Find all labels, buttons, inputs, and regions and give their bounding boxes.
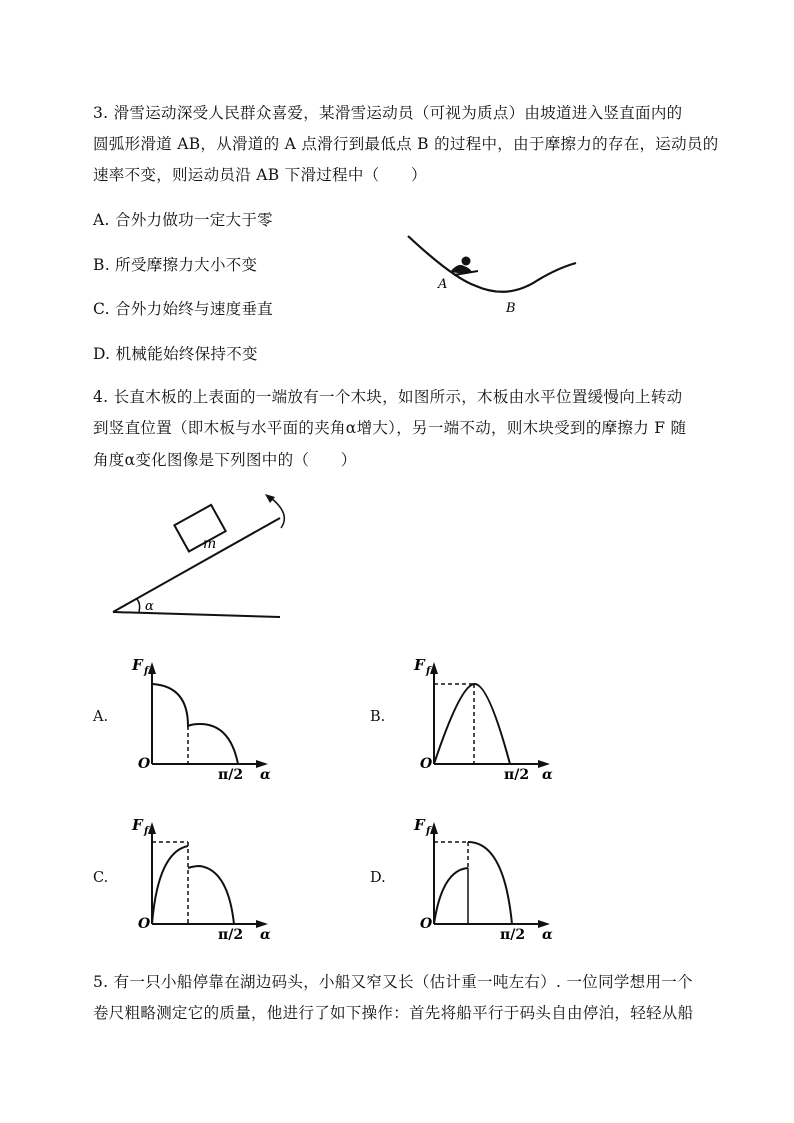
svg-text:α: α [260, 927, 271, 943]
svg-text:O: O [138, 756, 151, 772]
svg-text:F: F [414, 656, 425, 674]
svg-text:f: f [426, 666, 431, 677]
q3-text-line-3: 速率不变，则运动员沿 AB 下滑过程中（ ） [93, 166, 427, 184]
graph-c-label: C. [93, 870, 109, 886]
svg-text:F: F [132, 656, 143, 674]
svg-text:π/2: π/2 [218, 767, 244, 783]
q3-option-a: A. 合外力做功一定大于零 [93, 211, 273, 229]
svg-text:f: f [426, 826, 431, 837]
q4-text-line-3: 角度α变化图像是下列图中的（ ） [93, 451, 357, 469]
svg-text:α: α [260, 767, 271, 783]
graph-d-label: D. [370, 870, 386, 886]
arc-track [408, 236, 576, 292]
q4-incline-figure [105, 490, 305, 625]
q3-option-c: C. 合外力始终与速度垂直 [93, 300, 274, 318]
svg-text:O: O [420, 756, 433, 772]
q3-track-figure [398, 228, 588, 323]
svg-text:O: O [420, 916, 433, 932]
block-m [174, 505, 225, 552]
graph-c [130, 808, 280, 943]
block-mass-label: m [203, 536, 217, 552]
angle-label: α [145, 599, 154, 614]
svg-text:π/2: π/2 [500, 927, 526, 943]
svg-text:f: f [144, 666, 149, 677]
q5-text-line-1: 5. 有一只小船停靠在湖边码头，小船又窄又长（估计重一吨左右）. 一位同学想用一个 [93, 973, 693, 991]
point-a-label: A [438, 277, 448, 292]
svg-text:f: f [144, 826, 149, 837]
graph-a-label: A. [93, 709, 109, 725]
q3-option-b: B. 所受摩擦力大小不变 [93, 256, 258, 274]
svg-text:α: α [542, 927, 553, 943]
q5-text-line-2: 卷尺粗略测定它的质量，他进行了如下操作：首先将船平行于码头自由停泊，轻轻从船 [93, 1004, 694, 1022]
q4-text-line-1: 4. 长直木板的上表面的一端放有一个木块，如图所示，木板由水平位置缓慢向上转动 [93, 388, 683, 406]
q3-option-d: D. 机械能始终保持不变 [93, 345, 258, 363]
svg-text:F: F [414, 816, 425, 834]
svg-text:F: F [132, 816, 143, 834]
point-b-label: B [506, 301, 516, 316]
q3-text-line-1: 3. 滑雪运动深受人民群众喜爱，某滑雪运动员（可视为质点）由坡道进入竖直面内的 [93, 104, 683, 122]
svg-text:π/2: π/2 [504, 767, 530, 783]
graph-d [412, 808, 562, 943]
svg-text:O: O [138, 916, 151, 932]
svg-text:α: α [542, 767, 553, 783]
graph-b-label: B. [370, 709, 386, 725]
graph-b [412, 648, 562, 783]
q3-text-line-2: 圆弧形滑道 AB，从滑道的 A 点滑行到最低点 B 的过程中，由于摩擦力的存在，运动员的 [93, 135, 719, 153]
svg-text:π/2: π/2 [218, 927, 244, 943]
q4-text-line-2: 到竖直位置（即木板与水平面的夹角α增大），另一端不动，则木块受到的摩擦力 F 随 [93, 419, 687, 437]
skier-icon [450, 257, 478, 276]
graph-a [130, 648, 280, 783]
rotation-arrow-icon [271, 498, 284, 528]
